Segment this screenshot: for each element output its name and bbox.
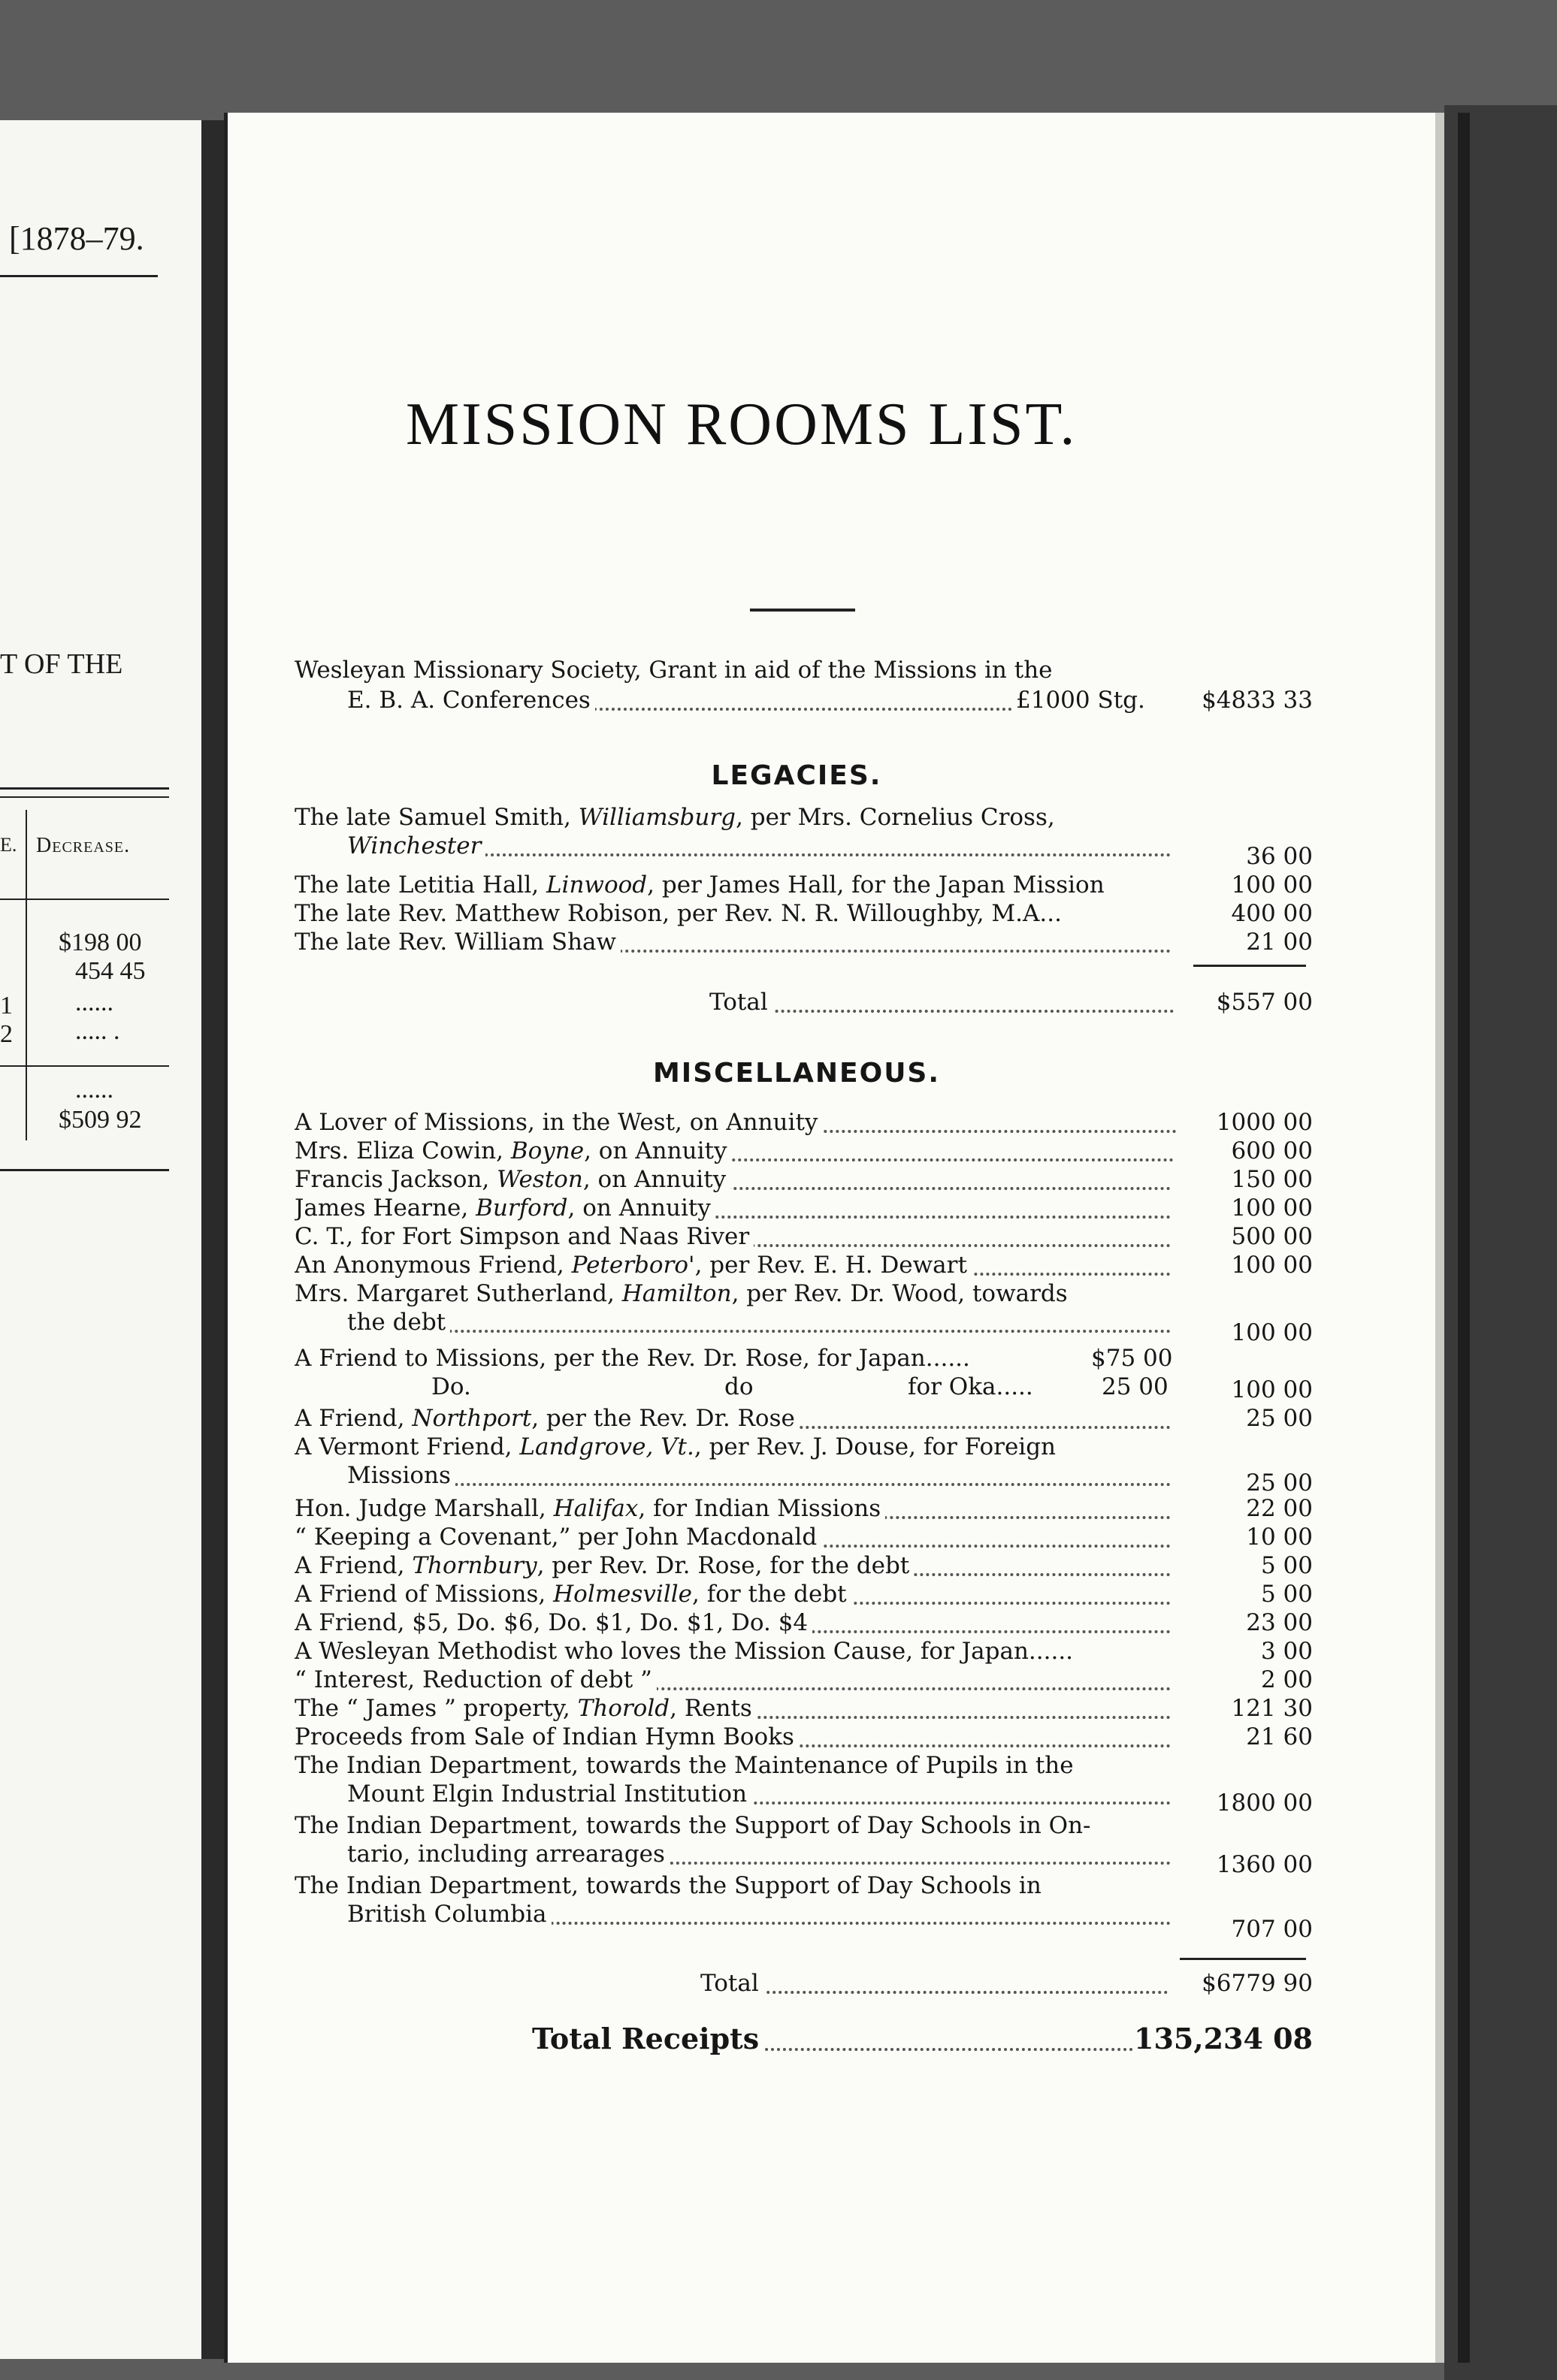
previous-page-heading-fragment: T OF THE [0, 648, 123, 680]
previous-page-value: ..... . [75, 1017, 120, 1045]
previous-page-table-rule-2 [0, 796, 169, 798]
misc-row: The Indian Department, towards the Maintenance of Pupils in the [295, 1750, 1181, 1780]
previous-page-value: $198 00 [59, 929, 142, 956]
misc-row: A Friend, Northport, per the Rev. Dr. Rose [295, 1403, 1171, 1433]
misc-row-cont: Mount Elgin Industrial Institution [347, 1779, 1171, 1809]
previous-page-fragment [0, 120, 201, 2359]
legacy-row: The late Letitia Hall, Linwood, per James Hall, for the Japan Mission [295, 870, 1174, 900]
misc-subamount: $75 00 [1091, 1345, 1173, 1372]
misc-row: “ Keeping a Covenant,” per John Macdonald [295, 1522, 1171, 1552]
misc-row: A Friend to Missions, per the Rev. Dr. Rose, for Japan...... [295, 1343, 1121, 1373]
previous-page-sum-rule [0, 1065, 169, 1067]
previous-page-value: 454 45 [75, 957, 146, 985]
previous-page-total: $509 92 [59, 1106, 142, 1134]
misc-row: Francis Jackson, Weston, on Annuity [295, 1164, 1171, 1195]
misc-row: The “ James ” property, Thorold, Rents [295, 1693, 1171, 1723]
previous-page-value: ...... [75, 1076, 113, 1104]
misc-row: A Vermont Friend, Landgrove, Vt., per Rev. J. Douse, for Foreign [295, 1432, 1181, 1462]
previous-page-table-rule [0, 787, 169, 790]
previous-page-bottom-rule [0, 1169, 169, 1171]
misc-row: A Wesleyan Methodist who loves the Mission Cause, for Japan...... [295, 1636, 1181, 1666]
miscellaneous-heading: MISCELLANEOUS. [652, 1058, 941, 1089]
previous-page-header-rule [0, 275, 158, 277]
misc-ditto-label: for Oka..... [908, 1373, 1033, 1400]
misc-row: Mrs. Eliza Cowin, Boyne, on Annuity [295, 1136, 1174, 1166]
intro-sterling-amount: £1000 Stg. [1016, 687, 1145, 714]
misc-row: A Friend, Thornbury, per Rev. Dr. Rose, for the debt [295, 1551, 1171, 1581]
intro-line-1: Wesleyan Missionary Society, Grant in aid of the Missions in the [295, 655, 1302, 685]
misc-row: Proceeds from Sale of Indian Hymn Books [295, 1722, 1171, 1752]
misc-row: Mrs. Margaret Sutherland, Hamilton, per Rev. Dr. Wood, towards [295, 1279, 1181, 1309]
legacy-row: The late Rev. Matthew Robison, per Rev. N. R. Willoughby, M.A... [295, 899, 1174, 929]
previous-page-column-fragment: E. [0, 834, 17, 856]
misc-row: “ Interest, Reduction of debt ” [295, 1665, 1171, 1695]
misc-row-cont: Missions [347, 1460, 1171, 1491]
legacies-heading: LEGACIES. [711, 760, 882, 791]
title-rule [750, 609, 855, 612]
misc-row-cont: the debt [347, 1307, 1171, 1337]
total-receipts-row: Total Receipts [532, 2021, 1133, 2057]
misc-row: Hon. Judge Marshall, Halifax, for Indian Missions [295, 1494, 1171, 1524]
misc-row: A Friend of Missions, Holmesville, for the debt [295, 1579, 1171, 1609]
misc-ditto: Do. [431, 1373, 471, 1400]
previous-page-row-fragment: 2 [0, 1020, 13, 1048]
page-edge [1435, 113, 1444, 2363]
legacy-row: The late Rev. William Shaw [295, 927, 1171, 957]
book-gutter [201, 120, 224, 2359]
misc-row-cont: tario, including arrearages [347, 1839, 1171, 1869]
misc-row-cont: British Columbia [347, 1899, 1171, 1929]
legacies-sum-rule [1193, 965, 1306, 967]
previous-page-column-divider [26, 810, 27, 1140]
previous-page-header-underline [0, 899, 169, 900]
page-title: MISSION ROOMS LIST. [406, 391, 1078, 458]
previous-page-decrease-header: Decrease. [36, 834, 131, 857]
misc-subamount: 25 00 [1102, 1373, 1169, 1400]
legacy-row-cont: Winchester [347, 831, 1171, 861]
misc-row: An Anonymous Friend, Peterboro', per Rev. E. H. Dewart [295, 1250, 1171, 1280]
legacy-row: The late Samuel Smith, Williamsburg, per Mrs. Cornelius Cross, [295, 802, 1302, 832]
previous-page-value: ...... [75, 989, 113, 1016]
previous-page-row-fragment: 1 [0, 992, 13, 1019]
misc-total-row: Total [700, 1968, 1168, 1998]
misc-row: The Indian Department, towards the Support of Day Schools in On- [295, 1811, 1181, 1841]
misc-ditto: do [724, 1373, 754, 1400]
misc-row: A Friend, $5, Do. $6, Do. $1, Do. $1, Do. $4 [295, 1608, 1171, 1638]
legacies-total-row: Total [709, 987, 1174, 1017]
misc-row: A Lover of Missions, in the West, on Annuity [295, 1107, 1177, 1137]
misc-row: The Indian Department, towards the Support of Day Schools in [295, 1871, 1181, 1901]
misc-sum-rule [1180, 1958, 1306, 1960]
intro-line-2: E. B. A. Conferences [347, 685, 1012, 715]
previous-page-header: [1878–79. [9, 220, 144, 257]
misc-row: C. T., for Fort Simpson and Naas River [295, 1222, 1171, 1252]
book-cover-strip [1458, 113, 1470, 2363]
misc-row: James Hearne, Burford, on Annuity [295, 1193, 1171, 1223]
